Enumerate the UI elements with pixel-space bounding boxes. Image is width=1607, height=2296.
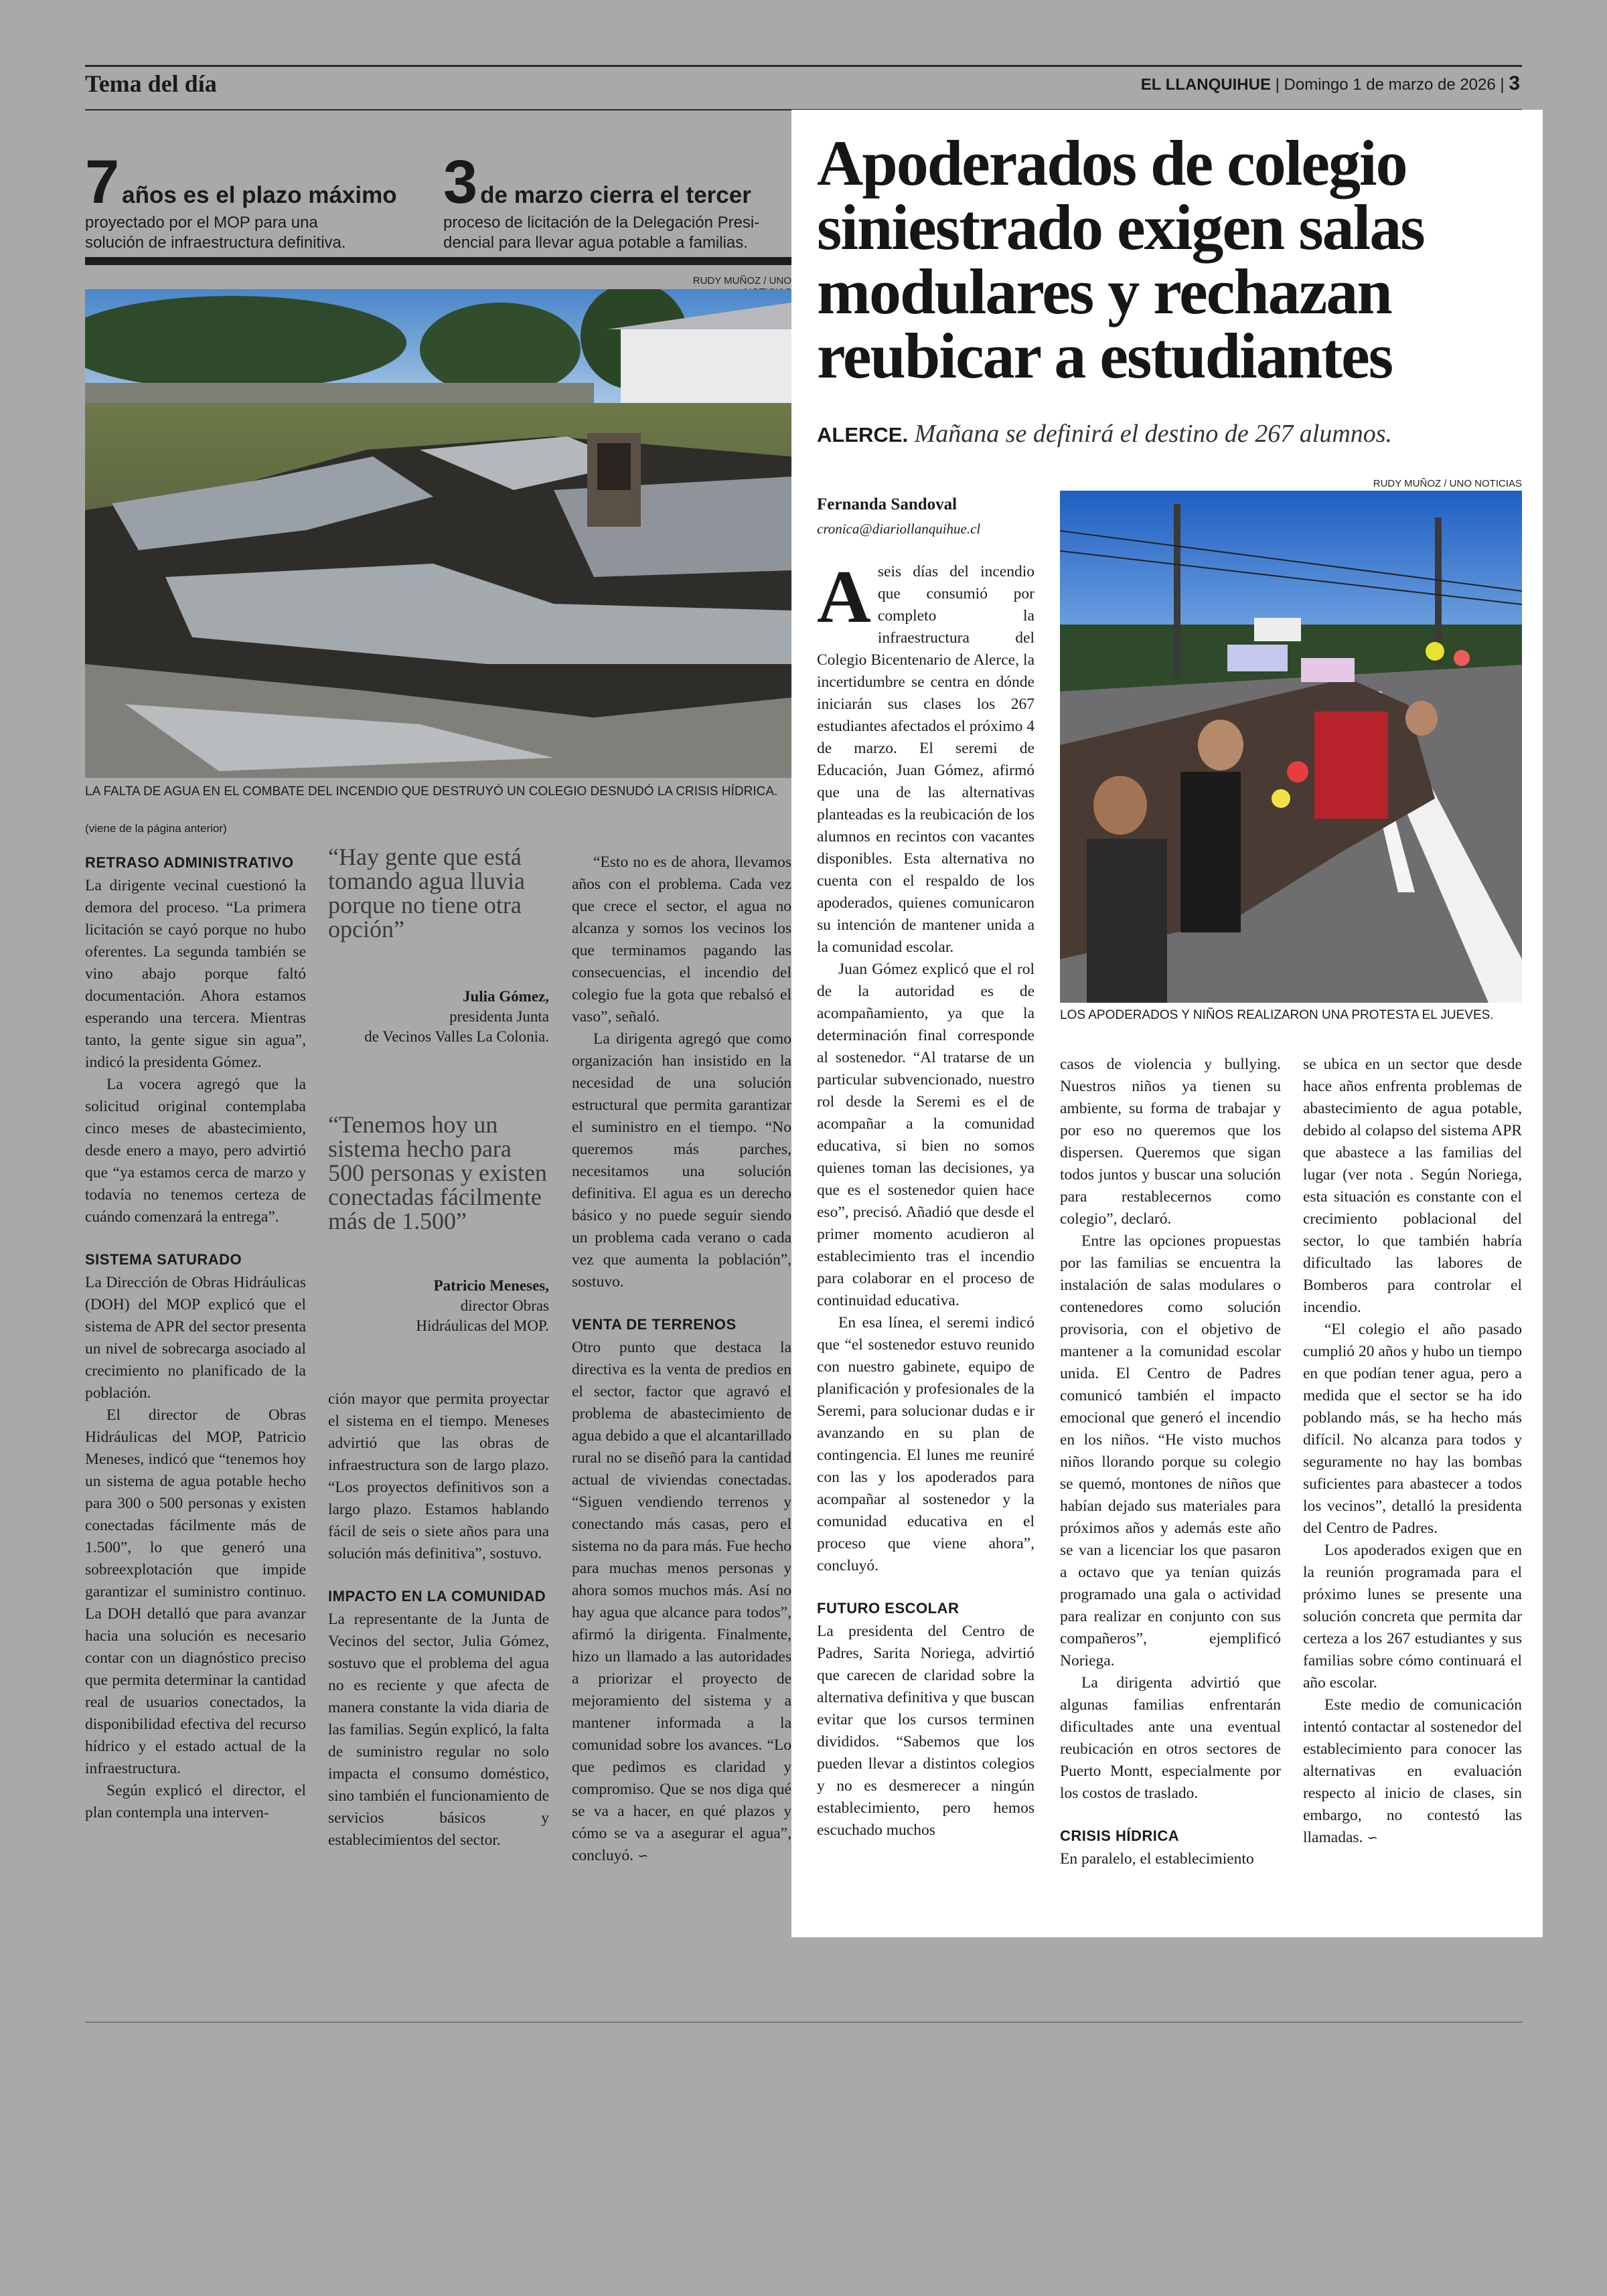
paragraph: La vocera agregó que la solicitud original contemplaba cinco meses de abastecimiento, desde enero a mayo, pero advirtió que “ya estamos cerca de marzo y todavía no tenemos certeza de cuándo comenzará la entrega”. [85,1076,306,1226]
fact-subline: proyectado por el MOP para una [85,214,318,232]
issue-date: Domingo 1 de marzo de 2026 [1284,76,1496,94]
fact-headline: años es el plazo máximo [122,182,397,208]
fact-subline: dencial para llevar agua potable a familias. [443,234,748,252]
end-mark: ∽ [637,1849,649,1864]
paragraph: “Esto no es de ahora, llevamos años con el problema. Cada vez que crece el sector, el agua no alcanza y somos los vecinos los que terminamos pagando las consecuencias, el incendio del colegio fue la gota que rebalsó el vaso”, señaló. [572,853,791,1026]
fact-subline: proceso de licitación de la Delegación Presi- [443,214,760,232]
left-col-1 [85,851,306,1824]
subhead: RETRASO ADMINISTRATIVO [85,854,294,871]
section-title: Tema del día [85,70,217,97]
fact-number: 7 [85,148,120,216]
paragraph: La Dirección de Obras Hidráulicas (DOH) del MOP explicó que el sistema de APR del sector presenta un nivel de sobrecarga asociado al crecimiento no planificado de la población. [85,1274,306,1402]
lead-paragraph [817,556,1035,959]
paragraph [572,1337,791,1868]
quote-name: Julia Gómez, [462,988,549,1005]
author-email: cronica@diariollanquihue.cl [817,521,981,537]
headline-line: Apoderados de colegio [817,127,1407,199]
deck: Mañana se definirá el destino de 267 alumnos. [914,420,1393,448]
subhead: IMPACTO EN LA COMUNIDAD [328,1588,546,1605]
fact-box-1 [85,148,427,253]
main-col-3 [1303,1054,1522,1850]
fact-subline: solución de infraestructura definitiva. [85,234,346,252]
burned-school-photo [85,289,791,778]
paragraph: La dirigenta agregó que como organización han insistido en la necesidad de una solución estructural que permita garantizar el suministro en el tiempo. “No queremos más parches, necesitamos una solución definitiva. El agua es un derecho básico y no puede seguir siendo un problema cada verano o cada vez que aumenta la población”, sostuvo. [572,1030,791,1291]
burned-school-photo-svg [85,289,791,778]
left-col-3 [572,851,791,1868]
quote-role: presidenta Junta [449,1008,549,1025]
subhead: FUTURO ESCOLAR [817,1600,960,1617]
headline-line: siniestrado exigen salas [817,191,1424,263]
paragraph: La representante de la Junta de Vecinos del sector, Julia Gómez, sostuvo que el problema del agua no es reciente y que afecta de manera constante la vida diaria de las familias. Según explicó, la falta de suministro regular no solo impacta el consumo doméstico, sino también el funcionamiento de servicios básicos y establecimientos del sector. [328,1611,549,1849]
end-mark: ∽ [1367,1831,1379,1846]
headline [817,127,1520,392]
paragraph: Juan Gómez explicó que el rol de la autoridad es de acompañamiento, ya que la determinación final corresponde al sostenedor. “Al tratarse de un particular subvencionado, nuestro rol desde la Seremi es el de acompañar a la comunidad educativa, si bien no somos quienes toman las decisiones, ya que es el sostenedor quien hace eso”, precisó. Añadió que desde el primer momento acudieron al establecimiento tras el incendio para colaborar en el proceso de continuidad educativa. [817,961,1035,1309]
paragraph: El director de Obras Hidráulicas del MOP, Patricio Meneses, indicó que “tenemos hoy un sistema de agua potable hecho para 300 o 500 personas y existen conectadas fácilmente más de 1.500”, lo que generó una sobreexplotación que impide garantizar el suministro continuo. La DOH detalló que para avanzar hacia una solución es necesario contar con un diagnóstico preciso que permita determinar la cantidad real de usuarios conectados, la disponibilidad efectiva del recurso hídrico y el estado actual de la infraestructura. [85,1406,306,1777]
quote-role: Hidráulicas del MOP. [416,1317,549,1334]
top-rule [85,65,1522,67]
lead-text: seis días del incendio que consumió por completo la infraestructura del Colegio Bicentenario de Alerce, la incertidumbre se centra en dónde iniciarán sus clases los 267 estudiantes afectados el próximo 4 de marzo. El seremi de Educación, Juan Gómez, afirmó que una de las alternativas planteadas es la reubicación de los alumnos en recintos con vacantes disponibles. Esta alternativa no cuenta con el respaldo de los apoderados, quienes comunicaron su intención de mantener unida a la comunidad escolar. [817,563,1035,956]
paragraph: ción mayor que permita proyectar el sistema en el tiempo. Meneses advirtió que las obras de infraestructura son de largo plazo. “Los proyectos definitivos son a largo plazo. Estamos hablando fácil de seis o siete años para una solución más definitiva”, sostuvo. [328,1390,549,1562]
pull-quote-2: “Tenemos hoy un sistema hecho para 500 personas y existen conectadas fácilmente más de 1.500” [328,1111,547,1234]
headline-line: reubicar a estudiantes [817,320,1393,392]
paragraph-text: Otro punto que destaca la directiva es la venta de predios en el sector, factor que agravó el problema de abastecimiento de agua debido a que el alcantarillado rural no se diseñó para la cantidad actual de viviendas conectadas. “Siguen vendiendo terrenos y conectando más casas, pero el sistema no da para más. Fue hecho para muchas menos personas y ahora somos muchos más. Así no hay agua que alcance para todos”, afirmó la dirigenta. Finalmente, hizo un llamado a las autoridades a priorizar el proyecto de mejoramiento del sistema y a mantener informada a la comunidad sobre los avances. “Lo que pedimos es claridad y compromiso. Que se nos diga qué se va a hacer, en qué plazos y cómo se va a asegurar el agua”, concluyó. [572,1339,791,1864]
bottom-rule [85,2022,1522,2023]
protest-photo [1060,491,1522,1003]
left-col-2 [328,1388,549,1852]
paper-name: EL LLANQUIHUE [1140,76,1271,94]
paragraph-text: Este medio de comunicación intentó contactar al sostenedor del establecimiento para conocer las alternativas en evaluación respecto al inicio de clases, sin embargo, no contestó las llamadas. [1303,1696,1522,1846]
kicker [817,419,1392,448]
drop-cap: A [817,556,871,639]
paragraph: Entre las opciones propuestas por las familias se encuentra la instalación de salas modulares o contenedores como solución provisoria, con el objetivo de mantener a la comunidad escolar unida. El Centro de Padres comunicó también el impacto emocional que generó el incendio en los niños. “He visto muchos niños llorando porque su colegio se quemó, montones de niños que habían dejado sus materiales para próximos años y además este año se van a licenciar los que pasaron a octavo que ya tenían quizás programado una gala o actividad para realizar en conjunto con sus compañeros”, ejemplificó Noriega. [1060,1232,1281,1669]
photo-caption: LA FALTA DE AGUA EN EL COMBATE DEL INCENDIO QUE DESTRUYÓ UN COLEGIO DESNUDÓ LA CRISIS HÍDRICA. [85,785,778,799]
main-col-2 [1060,1054,1281,1870]
subhead: VENTA DE TERRENOS [572,1316,737,1333]
paragraph: Los apoderados exigen que en la reunión programada para el próximo lunes se presente una solución concreta que permita dar certeza a los 267 estudiantes y sus familias sobre cómo continuará el año escolar. [1303,1542,1522,1692]
pull-quote-1: “Hay gente que está tomando agua lluvia porque no tiene otra opción” [328,843,525,942]
headline-line: modulares y rechazan [817,256,1391,327]
quote-role: de Vecinos Valles La Colonia. [364,1028,549,1045]
fact-headline: de marzo cierra el tercer [480,182,751,208]
main-col-1 [817,556,1035,1841]
paragraph: En esa línea, el seremi indicó que “el sostenedor estuvo reunido con nuestro gabinete, equipo de planificación y profesionales de la Seremi, para solucionar dudas e ir avanzando en su plan de contingencia. El lunes me reuniré con las y los apoderados para acompañar al sostenedor y la comunidad educativa en el proceso que viene ahora”, concluyó. [817,1314,1035,1574]
subhead: CRISIS HÍDRICA [1060,1827,1180,1844]
byline: Fernanda Sandoval [817,495,958,513]
protest-photo-svg [1060,491,1522,1003]
paragraph: En paralelo, el establecimiento [1060,1850,1254,1868]
subhead: SISTEMA SATURADO [85,1251,242,1268]
fact-number: 3 [443,148,478,216]
quote-role: director Obras [460,1297,549,1314]
page-header-info: EL LLANQUIHUE | Domingo 1 de marzo de 2026 | 3 [1140,72,1520,94]
quote-name: Patricio Meneses, [433,1277,549,1294]
photo-caption: LOS APODERADOS Y NIÑOS REALIZARON UNA PROTESTA EL JUEVES. [1060,1008,1494,1022]
paragraph: “El colegio el año pasado cumplió 20 años y hubo un tiempo en que podían tener agua, pero a medida que el sector se ha ido poblando más, se ha hecho más difícil. No alcanza para todos y seguramente no hay las bombas suficientes para abastecer a todos los vecinos”, detalló la presidenta del Centro de Padres. [1303,1321,1522,1537]
paragraph: Según explicó el director, el plan contempla una interven- [85,1782,306,1821]
paragraph [1303,1694,1522,1850]
fact-bar [85,257,791,265]
paragraph: La presidenta del Centro de Padres, Sarita Noriega, advirtió que carecen de claridad sobre la alternativa definitiva y que buscan evitar que los cursos terminen divididos. “Sabemos que los pueden llevar a distintos colegios y no es desmerecer a ningún establecimiento, pero hemos escuchado muchos [817,1623,1035,1839]
dateline-location: ALERCE. [817,423,909,446]
quote-attribution-1 [328,987,549,1047]
fact-box-2 [443,148,791,253]
paragraph: La dirigenta advirtió que algunas familias enfrentarán dificultades ante una eventual reubicación en otros sectores de Puerto Montt, especialmente por los costos de traslado. [1060,1674,1281,1802]
paragraph: La dirigente vecinal cuestionó la demora del proceso. “La primera licitación se cayó porque no hubo oferentes. La segunda también se vino abajo porque faltó documentación. Ahora estamos esperando una tercera. Mientras tanto, la gente sigue sin agua”, indicó la presidenta Gómez. [85,877,306,1071]
continued-note: (viene de la página anterior) [85,822,227,835]
paragraph: casos de violencia y bullying. Nuestros niños ya tienen su ambiente, su forma de trabajar y por eso no queremos que los dispersen. Queremos que sigan todos juntos y buscar una solución para restablecernos como colegio”, declaró. [1060,1056,1281,1228]
page-number: 3 [1509,72,1520,94]
photo-credit: RUDY MUÑOZ / UNO [692,275,791,286]
quote-attribution-2 [328,1276,549,1336]
paragraph: se ubica en un sector que desde hace años enfrenta problemas de abastecimiento de agua potable, debido al colapso del sistema APR que abastece a las familias del lugar (ver nota . Según Noriega, esta situación es constante con el crecimiento poblacional del sector, lo que también habría dificultado las labores de Bomberos para controlar el incendio. [1303,1056,1522,1316]
photo-credit: RUDY MUÑOZ / UNO NOTICIAS [1373,478,1522,489]
